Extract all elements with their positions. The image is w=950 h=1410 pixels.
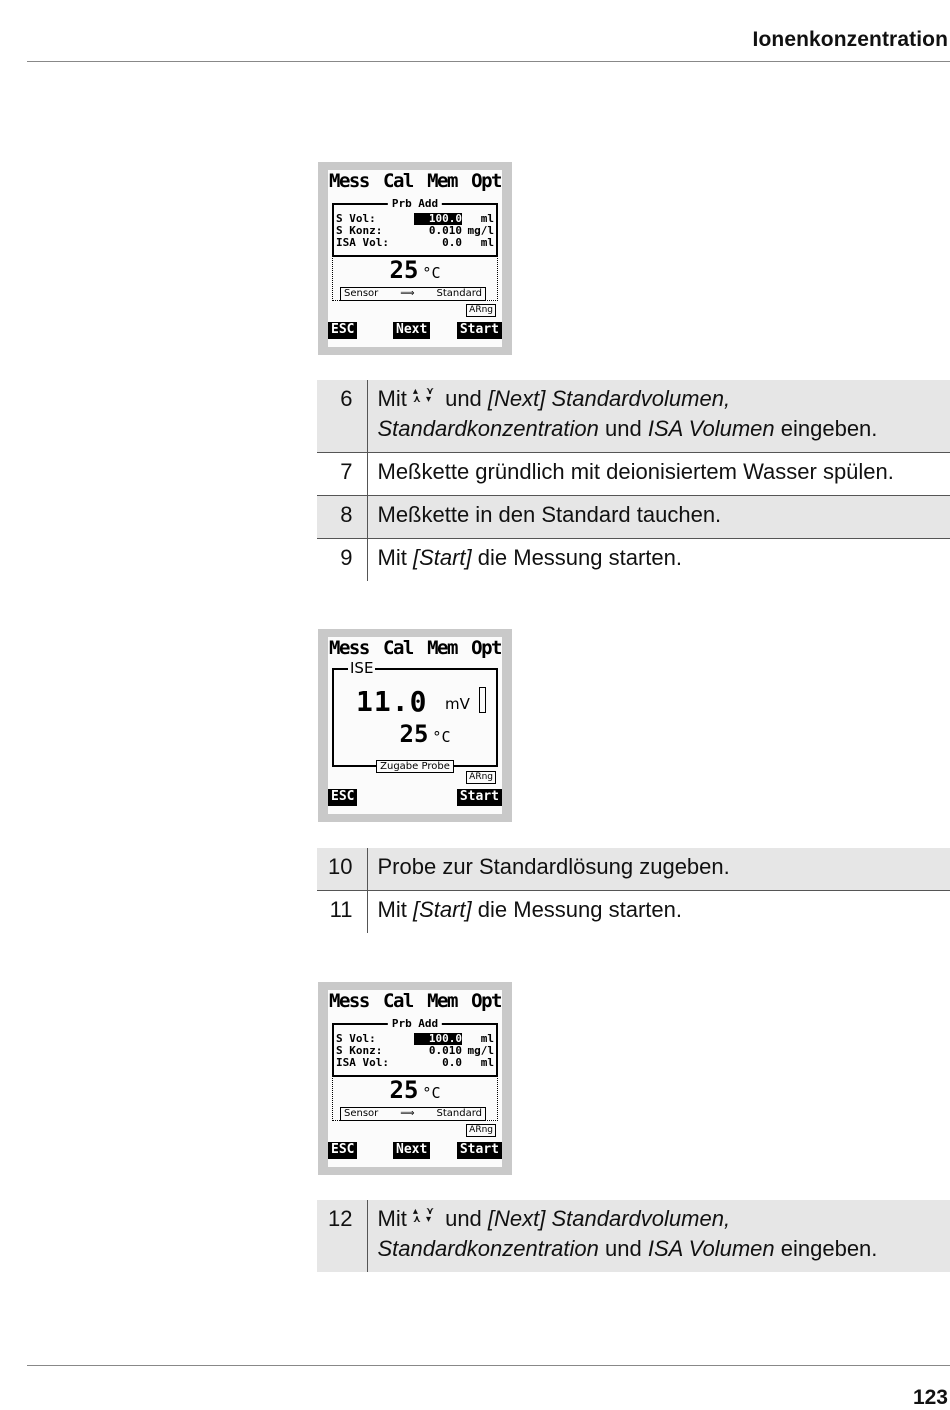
temperature-value: 25 <box>399 720 429 748</box>
step-text-part: eingeben. <box>780 1236 878 1261</box>
step-text-part: Mit <box>377 545 407 570</box>
step-text <box>367 380 950 453</box>
esc-softkey[interactable]: ESC <box>328 1142 357 1159</box>
step-number: 8 <box>317 496 367 539</box>
arng-indicator: ARng <box>466 1124 496 1137</box>
param-label: S Vol: <box>336 1032 376 1045</box>
sensor-label: Sensor <box>344 1108 379 1119</box>
step-row <box>317 380 950 453</box>
step-row <box>317 1200 950 1272</box>
step-text-italic: [Next] Standardvolumen, <box>487 1206 731 1231</box>
param-unit: ml <box>480 236 494 249</box>
up-key-icon: ▴ ⋏ <box>412 386 421 405</box>
step-text-part: Mit <box>377 897 407 922</box>
step-text-italic: [Start] <box>412 545 472 570</box>
prb-add-panel <box>332 197 498 257</box>
electrode-icon <box>479 687 486 713</box>
menu-cal: Cal <box>383 637 413 659</box>
device-screen-ise <box>318 629 512 822</box>
header-rule <box>27 61 950 62</box>
step-text-part: Mit <box>377 386 407 411</box>
ise-label: ISE <box>350 659 374 677</box>
menu-opt: Opt <box>471 637 501 659</box>
lcd-menu-bar <box>329 990 501 1012</box>
temperature-unit: °C <box>422 1084 441 1102</box>
step-text-part: die Messung starten. <box>477 897 682 922</box>
menu-mem: Mem <box>427 170 457 192</box>
next-softkey[interactable]: Next <box>393 1142 430 1159</box>
steps-table-1 <box>317 380 950 581</box>
down-key-icon: ⋎ ▾ <box>425 1206 435 1225</box>
arrow-right-icon: ⟹ <box>400 1108 415 1119</box>
down-key-icon: ⋎ ▾ <box>425 386 435 405</box>
sensor-label: Sensor <box>344 288 379 299</box>
menu-mess: Mess <box>329 170 369 192</box>
step-text-italic: Standardkonzentration <box>377 1236 599 1261</box>
menu-cal: Cal <box>383 990 413 1012</box>
step-text-part: und <box>605 1236 642 1261</box>
step-text-italic: ISA Volumen <box>647 416 775 441</box>
param-label: ISA Vol: <box>336 236 389 249</box>
param-label: S Konz: <box>336 224 383 237</box>
step-row <box>317 848 950 891</box>
step-text-part: die Messung starten. <box>477 545 682 570</box>
temperature-unit: °C <box>432 728 451 746</box>
arrow-right-icon: ⟹ <box>400 288 415 299</box>
up-key-icon: ▴ ⋏ <box>412 1206 421 1225</box>
param-unit: ml <box>480 1032 494 1045</box>
step-text <box>367 539 950 582</box>
standard-label: Standard <box>436 288 482 299</box>
param-value: 0.0 <box>442 1056 462 1069</box>
temperature-readout <box>348 720 502 748</box>
step-number: 11 <box>317 891 367 934</box>
step-text-part: eingeben. <box>780 416 878 441</box>
menu-mem: Mem <box>427 637 457 659</box>
step-row <box>317 496 950 539</box>
step-text-part: Mit <box>377 1206 407 1231</box>
param-value: 0.010 <box>428 1044 462 1057</box>
next-softkey[interactable]: Next <box>393 322 430 339</box>
lcd-display <box>328 990 502 1167</box>
device-screen-standard-addition <box>318 162 512 355</box>
step-number: 12 <box>317 1200 367 1272</box>
device-screen-standard-addition-2 <box>318 982 512 1175</box>
param-value: 0.010 <box>428 224 462 237</box>
esc-softkey[interactable]: ESC <box>328 789 357 806</box>
param-label: S Konz: <box>336 1044 383 1057</box>
start-softkey[interactable]: Start <box>457 322 502 339</box>
ise-value: 11.0 <box>356 685 428 718</box>
esc-softkey[interactable]: ESC <box>328 322 357 339</box>
lcd-menu-bar <box>329 170 501 192</box>
param-unit: mg/l <box>467 224 494 237</box>
param-row <box>334 237 496 249</box>
param-value-selected: 100.0 <box>414 213 462 225</box>
temperature-value: 25 <box>389 1076 419 1104</box>
param-unit: ml <box>480 1056 494 1069</box>
up-down-keys-icon <box>413 1208 439 1224</box>
step-text-italic: [Next] Standardvolumen, <box>487 386 731 411</box>
step-number: 9 <box>317 539 367 582</box>
menu-opt: Opt <box>471 990 501 1012</box>
menu-mess: Mess <box>329 990 369 1012</box>
temperature-value: 25 <box>389 256 419 284</box>
param-row <box>334 1057 496 1069</box>
sensor-standard-bar <box>340 287 486 301</box>
step-text-italic: Standardkonzentration <box>377 416 599 441</box>
step-number: 6 <box>317 380 367 453</box>
probe-label-text: Zugabe Probe <box>376 760 454 773</box>
menu-mess: Mess <box>329 637 369 659</box>
step-text-part: und <box>445 1206 482 1231</box>
step-number: 10 <box>317 848 367 891</box>
standard-label: Standard <box>436 1108 482 1119</box>
lcd-display <box>328 637 502 814</box>
step-row <box>317 891 950 934</box>
steps-table-3 <box>317 1200 950 1272</box>
lcd-display <box>328 170 502 347</box>
step-text-part: und <box>605 416 642 441</box>
page-number: 123 <box>912 1386 948 1409</box>
ise-unit: mV <box>445 695 470 713</box>
temperature-readout <box>328 256 502 284</box>
param-value: 0.0 <box>442 236 462 249</box>
panel-title: Prb Add <box>388 1017 442 1030</box>
arng-indicator: ARng <box>466 771 496 784</box>
steps-table-2 <box>317 848 950 933</box>
param-value-selected: 100.0 <box>414 1033 462 1045</box>
arng-indicator: ARng <box>466 304 496 317</box>
step-text-italic: [Start] <box>412 897 472 922</box>
param-label: S Vol: <box>336 212 376 225</box>
step-text <box>367 891 950 934</box>
start-softkey[interactable]: Start <box>457 789 502 806</box>
temperature-readout <box>328 1076 502 1104</box>
step-text: Probe zur Standardlösung zugeben. <box>367 848 950 891</box>
step-text-italic: ISA Volumen <box>647 1236 775 1261</box>
step-text: Meßkette gründlich mit deionisiertem Wasser spülen. <box>367 453 950 496</box>
step-text: Meßkette in den Standard tauchen. <box>367 496 950 539</box>
step-text-part: und <box>445 386 482 411</box>
menu-cal: Cal <box>383 170 413 192</box>
temperature-unit: °C <box>422 264 441 282</box>
sensor-standard-bar <box>340 1107 486 1121</box>
menu-opt: Opt <box>471 170 501 192</box>
step-row <box>317 453 950 496</box>
footer-rule <box>27 1365 950 1366</box>
param-label: ISA Vol: <box>336 1056 389 1069</box>
start-softkey[interactable]: Start <box>457 1142 502 1159</box>
step-row <box>317 539 950 582</box>
prb-add-panel <box>332 1017 498 1077</box>
step-number: 7 <box>317 453 367 496</box>
step-text <box>367 1200 950 1272</box>
param-unit: ml <box>480 212 494 225</box>
panel-title: Prb Add <box>388 197 442 210</box>
page-header-title: Ionenkonzentration <box>752 28 948 51</box>
param-unit: mg/l <box>467 1044 494 1057</box>
menu-mem: Mem <box>427 990 457 1012</box>
up-down-keys-icon <box>413 388 439 404</box>
lcd-menu-bar <box>329 637 501 659</box>
